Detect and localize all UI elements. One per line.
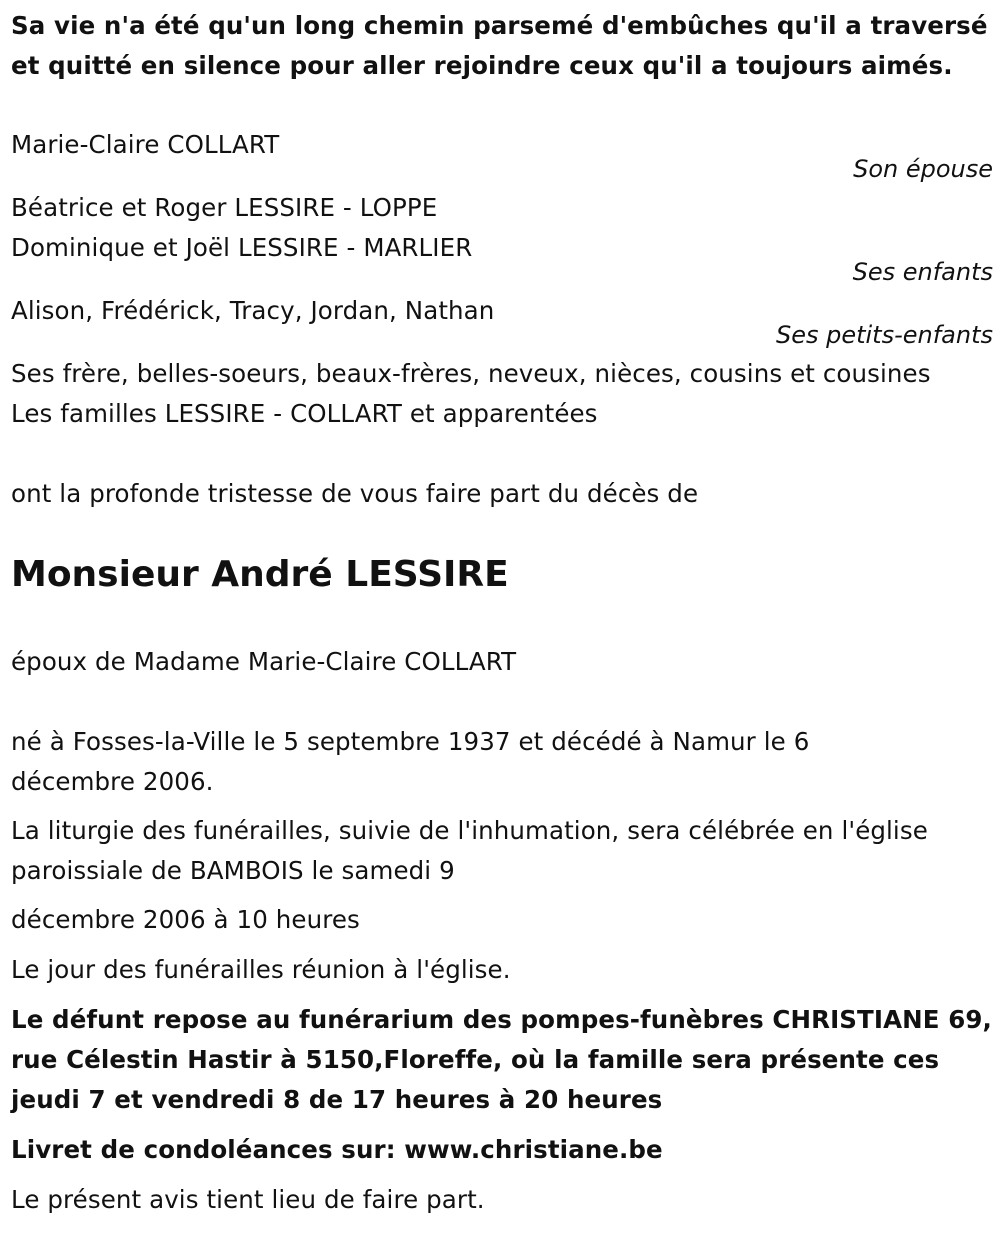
spouse-name: Marie-Claire COLLART: [11, 130, 280, 159]
child-2: Dominique et Joël LESSIRE - MARLIER: [11, 233, 473, 262]
birth-death-line-2: décembre 2006.: [11, 767, 214, 796]
gathering-line: Le jour des funérailles réunion à l'église.: [11, 955, 511, 984]
grandchildren: Alison, Frédérick, Tracy, Jordan, Nathan: [11, 296, 495, 325]
grandchildren-role: Ses petits-enfants: [775, 321, 993, 349]
epitaph-line-2: et quitté en silence pour aller rejoindre ceux qu'il a toujours aimés.: [11, 51, 953, 80]
deceased-name: Monsieur André LESSIRE: [11, 554, 509, 595]
families-line: Les familles LESSIRE - COLLART et apparentées: [11, 399, 598, 428]
spouse-line: époux de Madame Marie-Claire COLLART: [11, 647, 517, 676]
service-date: décembre 2006 à 10 heures: [11, 905, 360, 934]
epitaph-line-1: Sa vie n'a été qu'un long chemin parsemé d'embûches qu'il a traversé: [11, 11, 988, 40]
condolences-line: Livret de condoléances sur: www.christiane.be: [11, 1135, 663, 1164]
birth-death-line-1: né à Fosses-la-Ville le 5 septembre 1937 et décédé à Namur le 6: [11, 727, 810, 756]
liturgy-line-1: La liturgie des funérailles, suivie de l'inhumation, sera célébrée en l'église: [11, 816, 928, 845]
funerarium-line-1: Le défunt repose au funérarium des pompes-funèbres CHRISTIANE 69,: [11, 1005, 992, 1034]
funerarium-line-2: rue Célestin Hastir à 5150,Floreffe, où la famille sera présente ces: [11, 1045, 940, 1074]
child-1: Béatrice et Roger LESSIRE - LOPPE: [11, 193, 438, 222]
children-role: Ses enfants: [852, 258, 993, 286]
liturgy-line-2: paroissiale de BAMBOIS le samedi 9: [11, 856, 455, 885]
spouse-role: Son épouse: [853, 155, 993, 183]
announcement: ont la profonde tristesse de vous faire part du décès de: [11, 479, 699, 508]
funerarium-line-3: jeudi 7 et vendredi 8 de 17 heures à 20 heures: [11, 1085, 663, 1114]
other-relatives: Ses frère, belles-soeurs, beaux-frères, neveux, nièces, cousins et cousines: [11, 359, 931, 388]
notice-line: Le présent avis tient lieu de faire part.: [11, 1185, 485, 1214]
